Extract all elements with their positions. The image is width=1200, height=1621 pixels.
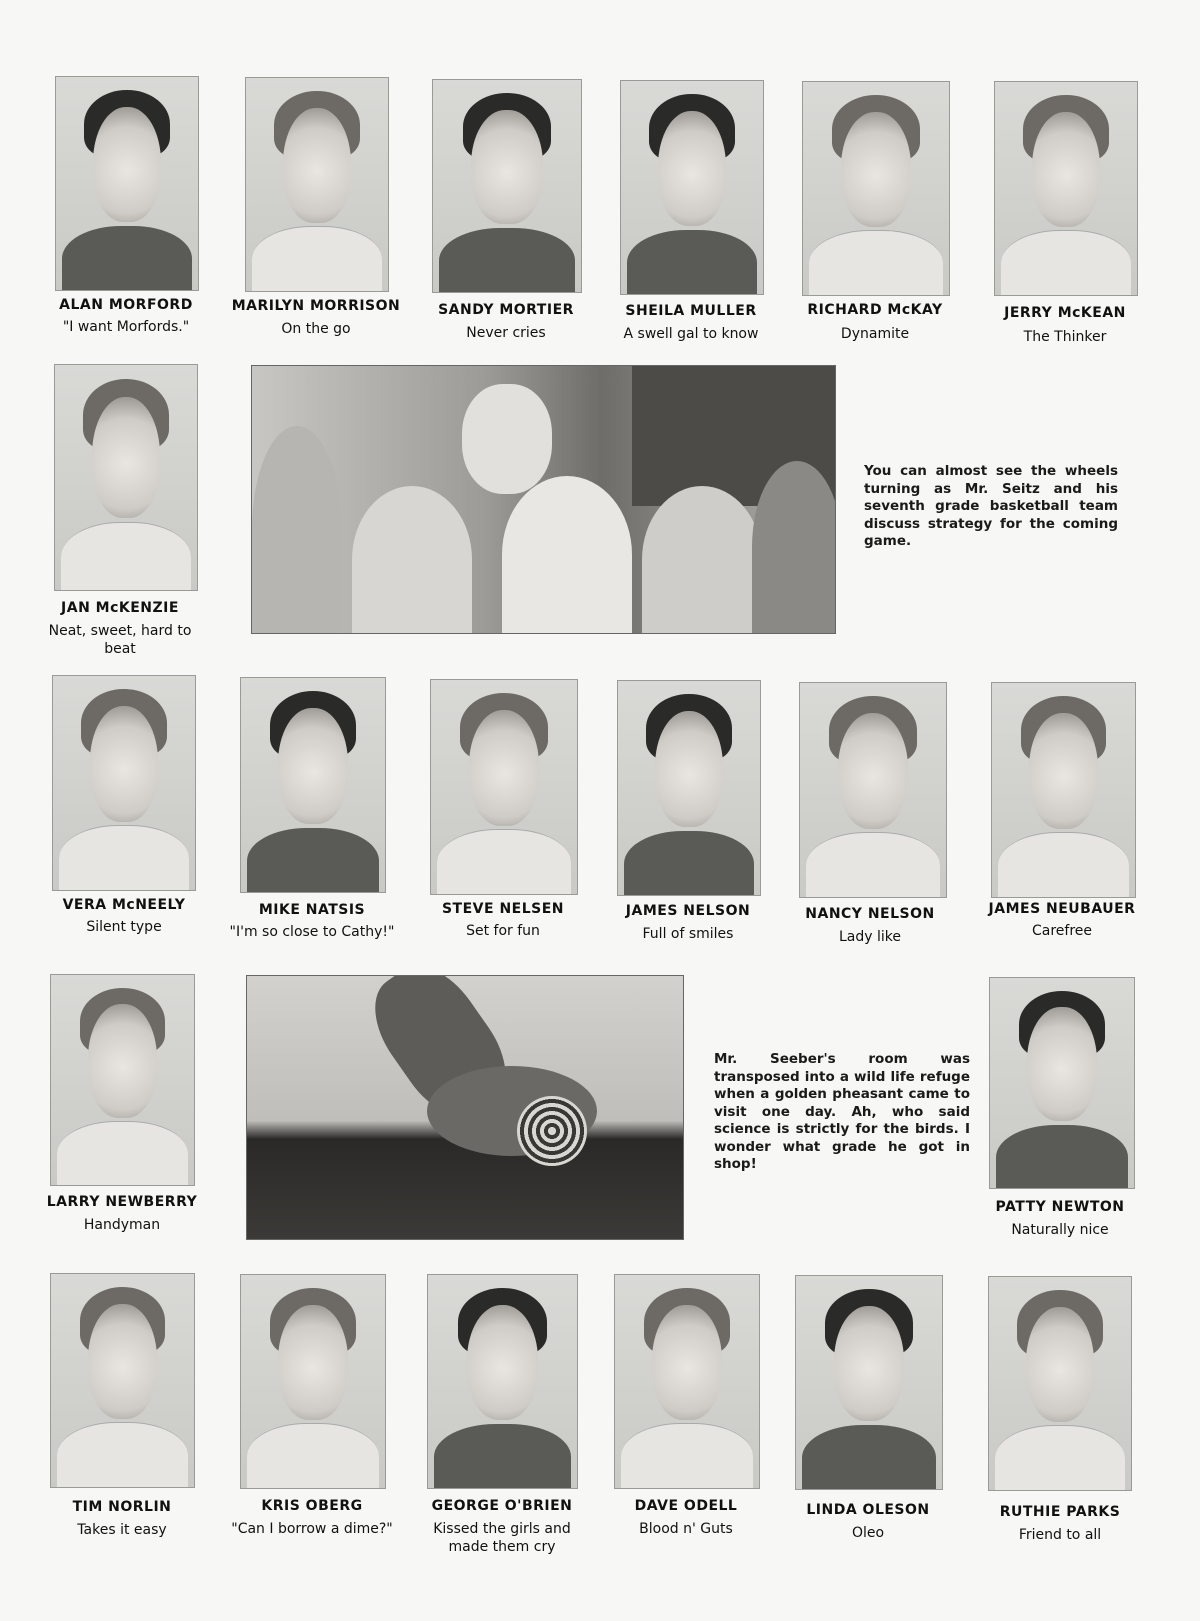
student-photo (50, 1273, 195, 1488)
student-photo (799, 682, 947, 898)
student-quote: Handyman (83, 1217, 161, 1233)
student-name: NANCY NELSON (805, 906, 935, 922)
student-name: RUTHIE PARKS (999, 1504, 1121, 1520)
student-name: RICHARD McKAY (807, 302, 943, 318)
student-name: LARRY NEWBERRY (46, 1194, 198, 1210)
student-name: KRIS OBERG (261, 1498, 363, 1514)
student-photo (432, 79, 582, 293)
student-quote: Never cries (466, 325, 546, 341)
student-photo (994, 81, 1138, 296)
student-name: SHEILA MULLER (625, 303, 757, 319)
student-photo (52, 675, 196, 891)
student-quote: Silent type (86, 919, 162, 935)
student-quote: Takes it easy (77, 1522, 167, 1538)
student-quote: "Can I borrow a dime?" (231, 1521, 393, 1537)
student-quote: "I'm so close to Cathy!" (229, 924, 395, 940)
student-quote: Oleo (851, 1525, 885, 1541)
student-quote: Blood n' Guts (639, 1521, 733, 1537)
student-photo (54, 364, 198, 591)
student-quote: Carefree (1031, 923, 1093, 939)
student-photo (430, 679, 578, 895)
student-name: VERA McNEELY (62, 897, 186, 913)
student-name: ALAN MORFORD (59, 297, 193, 313)
student-photo (427, 1274, 578, 1489)
student-photo (240, 677, 386, 893)
student-name: JAN McKENZIE (61, 600, 179, 616)
student-photo (620, 80, 764, 295)
student-quote: Dynamite (840, 326, 910, 342)
student-name: TIM NORLIN (72, 1499, 172, 1515)
student-photo (991, 682, 1136, 898)
student-quote: Naturally nice (1011, 1222, 1109, 1238)
student-quote: Friend to all (1018, 1527, 1102, 1543)
student-photo (240, 1274, 386, 1489)
student-name: STEVE NELSEN (441, 901, 565, 917)
student-quote: Kissed the girls and made them cry (433, 1521, 571, 1555)
student-name: JAMES NELSON (625, 903, 751, 919)
student-photo (989, 977, 1135, 1189)
student-name: GEORGE O'BRIEN (431, 1498, 573, 1514)
student-quote: On the go (281, 321, 351, 337)
basketball-team-photo (251, 365, 836, 634)
student-photo (802, 81, 950, 296)
student-name: DAVE ODELL (634, 1498, 738, 1514)
student-quote: Neat, sweet, hard to beat (48, 623, 192, 657)
student-name: MARILYN MORRISON (231, 298, 401, 314)
student-name: MIKE NATSIS (258, 902, 366, 918)
student-quote: The Thinker (1023, 329, 1107, 345)
basketball-caption: You can almost see the wheels turning as Mr. Seitz and his seventh grade basketball team discuss strategy for the coming game. (864, 463, 1118, 549)
student-quote: A swell gal to know (623, 326, 759, 342)
student-quote: Lady like (838, 929, 901, 945)
student-name: JAMES NEUBAUER (988, 901, 1136, 917)
student-photo (795, 1275, 943, 1490)
student-quote: Full of smiles (642, 926, 734, 942)
student-photo (988, 1276, 1132, 1491)
student-quote: "I want Morfords." (62, 319, 190, 335)
student-name: SANDY MORTIER (438, 302, 574, 318)
student-name: PATTY NEWTON (995, 1199, 1125, 1215)
student-name: JERRY McKEAN (1004, 305, 1126, 321)
student-photo (617, 680, 761, 896)
student-photo (245, 77, 389, 292)
student-photo (614, 1274, 760, 1489)
student-name: LINDA OLESON (806, 1502, 930, 1518)
student-photo (55, 76, 199, 291)
pheasant-photo (246, 975, 684, 1240)
pheasant-caption: Mr. Seeber's room was transposed into a wild life refuge when a golden pheasant came to visit one day. Ah, who said science is strictly for the birds. I wonder what grade he got in shop! (714, 1051, 970, 1172)
student-photo (50, 974, 195, 1186)
student-quote: Set for fun (466, 923, 540, 939)
